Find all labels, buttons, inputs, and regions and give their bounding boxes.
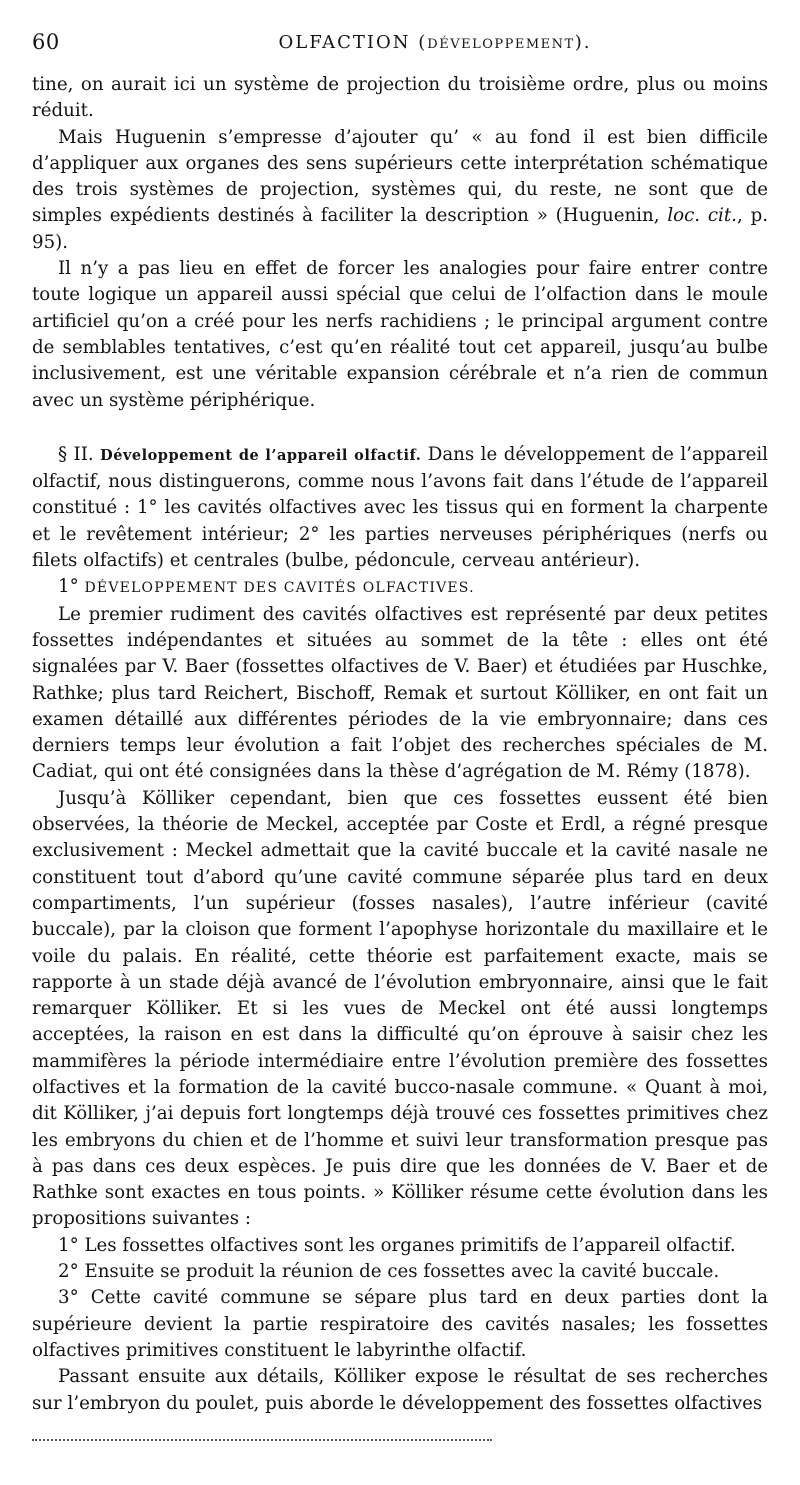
paragraph-huguenin [32, 125, 768, 256]
running-title-close: ). [574, 32, 592, 53]
paragraph-huguenin-end: , p. 95). [32, 205, 768, 253]
running-title-main: OLFACTION ( [278, 32, 428, 53]
section-title: Développement de l’appareil olfactif. [100, 446, 422, 464]
citation-loc-cit: loc. cit. [667, 205, 737, 227]
footer-dotted-rule [32, 1437, 492, 1441]
running-title [32, 32, 768, 53]
paragraph-rudiment: Le premier rudiment des cavités olfactives est représenté par deux petites fossettes indépendantes et situées au sommet de la tête : elles ont été signalées par V. Baer (fossettes olfactives de V. Baer) et étudiées par Huschke, Rathke; plus tard Reichert, Bischoff, Remak et surtout Kölliker, en ont fait un examen détaillé aux différentes périodes de la vie embryonnaire; dans ces derniers temps leur évolution a fait l’objet des recherches spéciales de M. Cadiat, qui ont été consignées dans la thèse d’agrégation de M. Rémy (1878). [32, 603, 768, 783]
section-paragraph [32, 442, 768, 574]
subsection-title: DÉVELOPPEMENT DES CAVITÉS OLFACTIVES. [84, 580, 475, 597]
paragraph-continuation: tine, on aurait ici un système de projection du troisième ordre, plus ou moins réduit. [32, 74, 768, 122]
proposition-2: 2° Ensuite se produit la réunion de ces fossettes avec la cavité buccale. [58, 1261, 720, 1283]
subsection-number: 1° [58, 576, 79, 598]
running-header [32, 30, 768, 56]
paragraph-poulet: Passant ensuite aux détails, Kölliker expose le résultat de ses recherches sur l’embryon du poulet, puis aborde le développement des fossettes olfactives [32, 1366, 768, 1414]
body-text [32, 72, 768, 1417]
paragraph-meckel: Jusqu’à Kölliker cependant, bien que ces fossettes eussent été bien observées, la théorie de Meckel, acceptée par Coste et Erdl, a régné presque exclusivement : Meckel admettait que la cavité buccale et la cavité nasale ne constituent tout d’abord qu’une cavité commune séparée plus tard en deux compartiments, l’un supérieur (fosses nasales), l’autre inférieur (cavité buccale), par la cloison que forment l’apophyse horizontale du maxillaire et le voile du palais. En réalité, cette théorie est parfaitement exacte, mais se rapporte à un stade déjà avancé de l’évolution embryonnaire, ainsi que le fait remarquer Kölliker. Et si les vues de Meckel ont été aussi longtemps acceptées, la raison en est dans la difficulté qu’on éprouve à saisir chez les mammifères la période intermédiaire entre l’évolution première des fossettes olfactives et la formation de la cavité bucco-nasale commune. « Quant à moi, dit Kölliker, j’ai depuis fort longtemps déjà trouvé ces fossettes primitives chez les embryons du chien et de l’homme et suivi leur transformation presque pas à pas dans ces deux espèces. Je puis dire que les données de V. Baer et de Rathke sont exactes en tous points. » Kölliker résume cette évolution dans les propositions suivantes : [32, 787, 768, 1230]
subsection-heading [32, 574, 768, 601]
paragraph-huguenin-text: Mais Huguenin s’empresse d’ajouter qu’ « au fond il est bien difficile d’appliquer aux organes des sens supérieurs cette interprétation schématique des trois systèmes de projection, systèmes qui, du reste, ne sont que de simples expédients destinés à faciliter la description » (Huguenin, [32, 126, 768, 227]
page-number: 60 [32, 30, 60, 54]
paragraph-analogies: Il n’y a pas lieu en effet de forcer les analogies pour faire entrer contre toute logique un appareil aussi spécial que celui de l’olfaction dans le moule artificiel qu’on a créé pour les nerfs rachidiens ; le principal argument contre de semblables tentatives, c’est qu’en réalité tout cet appareil, jusqu’au bulbe inclusivement, est une véritable expansion cérébrale et n’a rien de commun avec un système périphérique. [32, 258, 768, 411]
proposition-3: 3° Cette cavité commune se sépare plus tard en deux parties dont la supérieure devient la partie respiratoire des cavités nasales; les fossettes olfactives primitives constituent le labyrinthe olfactif. [32, 1287, 768, 1361]
section-mark: § II. [58, 443, 94, 465]
running-title-small: DÉVELOPPEMENT [427, 37, 575, 52]
section-intro-text: Dans le développement de l’appareil olfactif, nous distinguerons, comme nous l’avons fait dans l’étude de l’appareil constitué : 1° les cavités olfactives avec les tissus qui en forment la charpente et le revêtement intérieur; 2° les parties nerveuses périphériques (nerfs ou filets olfactifs) et centrales (bulbe, pédoncule, cerveau antérieur). [32, 443, 768, 572]
proposition-1: 1° Les fossettes olfactives sont les organes primitifs de l’appareil olfactif. [58, 1234, 736, 1256]
